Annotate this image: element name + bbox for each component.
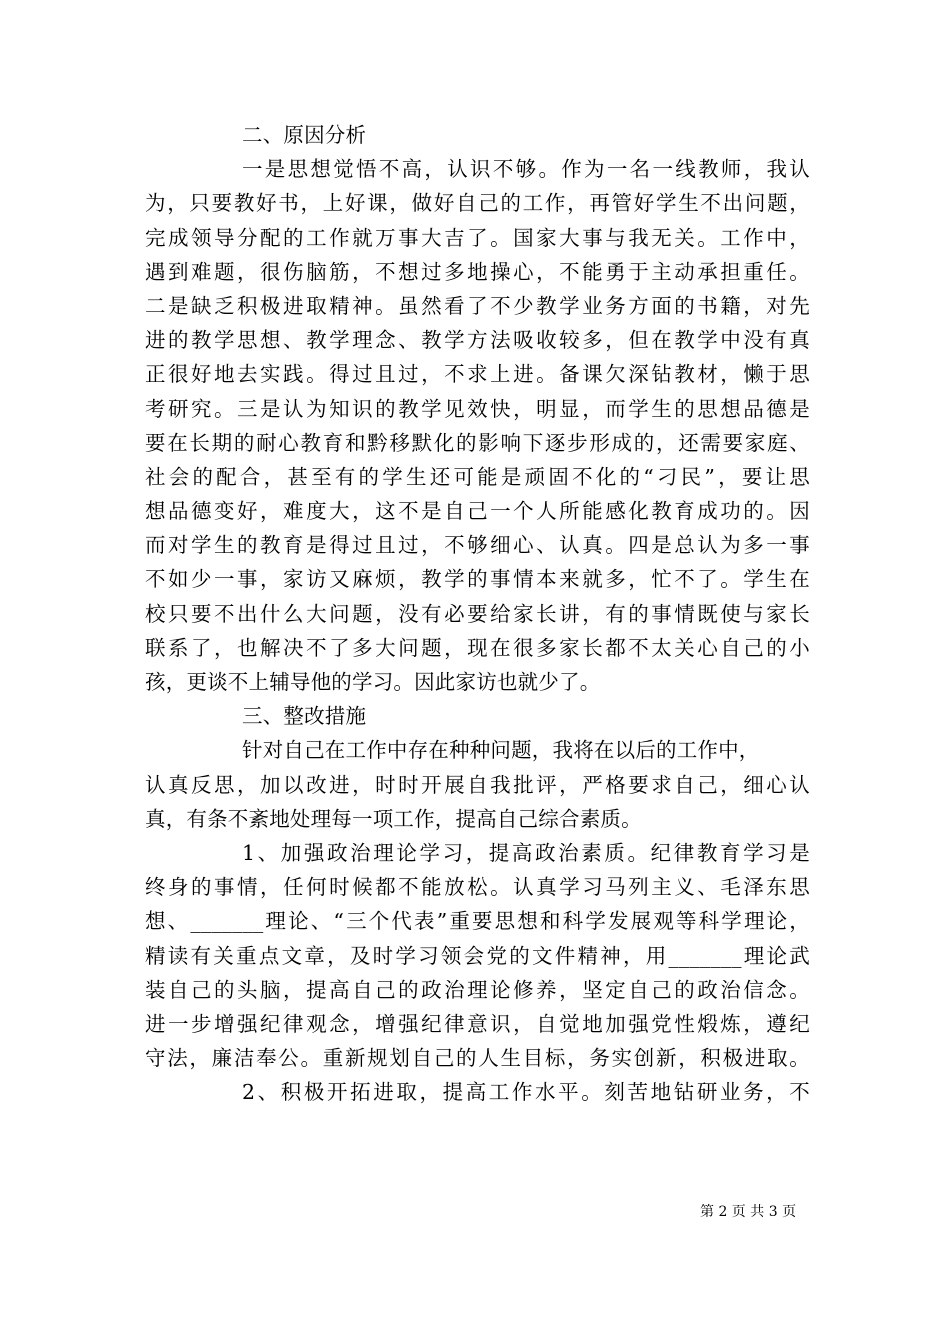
text-line: 真，有条不紊地处理每一项工作，提高自己综合素质。: [145, 806, 642, 831]
text-line: 守法，廉洁奉公。重新规划自己的人生目标，务实创新，积极进取。: [145, 1046, 810, 1071]
text-line: 2、积极开拓进取，提高工作水平。刻苦地钻研业务，不: [242, 1080, 810, 1105]
text-line: 装自己的头脑，提高自己的政治理论修养，坚定自己的政治信念。: [145, 977, 810, 1002]
text-line: 校只要不出什么大问题，没有必要给家长讲，有的事情既使与家长: [145, 601, 810, 626]
text-line: 二、原因分析: [242, 123, 367, 147]
text-line: 想、_______理论、“三个代表”重要思想和科学发展观等科学理论，: [145, 909, 810, 934]
page-number-footer: 第 2 页 共 3 页: [700, 1204, 797, 1220]
text-line: 联系了，也解决不了多大问题，现在很多家长都不太关心自己的小: [145, 635, 810, 660]
document-body: [145, 118, 810, 1109]
text-line: 而对学生的教育是得过且过，不够细心、认真。四是总认为多一事: [145, 533, 810, 558]
text-line: 遇到难题，很伤脑筋，不想过多地操心，不能勇于主动承担重任。: [145, 259, 810, 284]
text-line: 一是思想觉悟不高，认识不够。作为一名一线教师，我认: [242, 157, 810, 182]
text-line: 考研究。三是认为知识的教学见效快，明显，而学生的思想品德是: [145, 396, 810, 421]
text-line: 二是缺乏积极进取精神。虽然看了不少教学业务方面的书籍，对先: [145, 293, 810, 318]
text-line: 终身的事情，任何时候都不能放松。认真学习马列主义、毛泽东思: [145, 875, 810, 900]
text-line: 完成领导分配的工作就万事大吉了。国家大事与我无关。工作中，: [145, 225, 810, 250]
text-line: 进的教学思想、教学理念、教学方法吸收较多，但在教学中没有真: [145, 328, 810, 353]
text-line: 社会的配合，甚至有的学生还可能是顽固不化的“刁民”，要让思: [145, 464, 810, 489]
text-line: 认真反思，加以改进，时时开展自我批评，严格要求自己，细心认: [145, 772, 810, 797]
text-line: 1、加强政治理论学习，提高政治素质。纪律教育学习是: [242, 840, 810, 865]
text-line: 要在长期的耐心教育和黔移默化的影响下逐步形成的，还需要家庭、: [145, 430, 810, 455]
text-line: 为，只要教好书，上好课，做好自己的工作，再管好学生不出问题，: [145, 191, 810, 216]
text-line: 想品德变好，难度大，这不是自己一个人所能感化教育成功的。因: [145, 499, 810, 524]
text-line: 精读有关重点文章，及时学习领会党的文件精神，用_______理论武: [145, 943, 810, 968]
text-line: 正很好地去实践。得过且过，不求上进。备课欠深钻教材，懒于思: [145, 362, 810, 387]
text-line: 针对自己在工作中存在种种问题，我将在以后的工作中，: [242, 738, 760, 763]
text-line: 孩，更谈不上辅导他的学习。因此家访也就少了。: [145, 670, 601, 694]
text-line: 三、整改措施: [242, 704, 367, 729]
text-line: 不如少一事，家访又麻烦，教学的事情本来就多，忙不了。学生在: [145, 567, 810, 592]
text-line: 进一步增强纪律观念，增强纪律意识，自觉地加强党性煅炼，遵纪: [145, 1011, 810, 1036]
